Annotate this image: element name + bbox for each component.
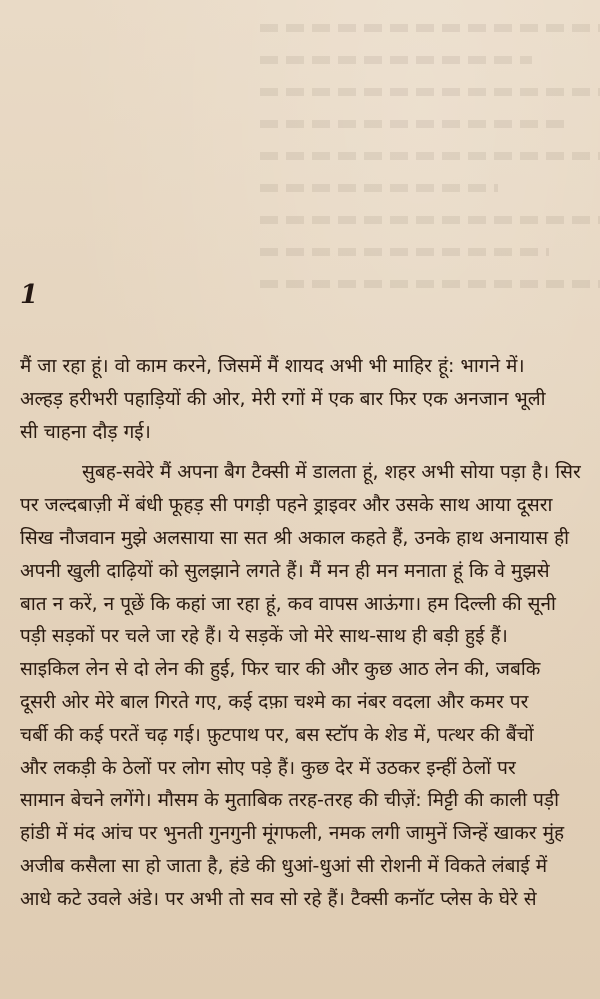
text-line: पड़ी सड़कों पर चले जा रहे हैं। ये सड़कें जो मेरे साथ-साथ ही बड़ी हुई हैं। [20,625,508,648]
text-line: बात न करें, न पूछें कि कहां जा रहा हूं, कव वापस आऊंगा। हम दिल्ली की सूनी [20,592,556,615]
text-line: चर्बी की कई परतें चढ़ गई। फ़ुटपाथ पर, बस स्टॉप के शेड में, पत्थर की बैंचों [20,723,534,746]
show-through-text [260,0,600,330]
text-line: सी चाहना दौड़ गई। [20,420,151,443]
text-line: पर जल्दबाज़ी में बंधी फूहड़ सी पगड़ी पहने ड्राइवर और उसके साथ आया दूसरा [20,494,553,517]
text-line: दूसरी ओर मेरे बाल गिरते गए, कई दफ़ा चश्मे का नंबर वदला और कमर पर [20,690,529,713]
paragraph-1 [20,350,586,448]
text-line: सुबह-सवेरे मैं अपना बैग टैक्सी में डालता हूं, शहर अभी सोया पड़ा है। सिर [82,461,581,484]
body-text [20,350,586,916]
paragraph-2 [20,456,586,915]
text-line: मैं जा रहा हूं। वो काम करने, जिसमें मैं शायद अभी भी माहिर हूं: भागने में। [20,355,525,377]
text-line: सामान बेचने लगेंगे। मौसम के मुताबिक तरह-तरह की चीज़ें: मिट्टी की काली पड़ी [20,789,559,812]
text-line: और लकड़ी के ठेलों पर लोग सोए पड़े हैं। कुछ देर में उठकर इन्हीं ठेलों पर [20,756,516,779]
text-line: अल्हड़ हरीभरी पहाड़ियों की ओर, मेरी रगों में एक बार फिर एक अनजान भूली [20,387,546,410]
text-line: हांडी में मंद आंच पर भुनती गुनगुनी मूंगफली, नमक लगी जामुनें जिन्हें खाकर मुंह [20,822,565,845]
text-line: सिख नौजवान मुझे अलसाया सा सत श्री अकाल कहते हैं, उनके हाथ अनायास ही [20,526,570,549]
text-line: अजीब कसैला सा हो जाता है, हंडे की धुआं-धुआं सी रोशनी में विकते लंबाई में [20,854,548,877]
text-line: साइकिल लेन से दो लेन की हुई, फिर चार की और कुछ आठ लेन की, जबकि [20,658,541,681]
chapter-number: 1 [20,280,39,310]
text-line: आधे कटे उवले अंडे। पर अभी तो सव सो रहे हैं। टैक्सी कनॉट प्लेस के घेरे से [20,887,537,910]
text-line: अपनी खुली दाढ़ियों को सुलझाने लगते हैं। मैं मन ही मन मनाता हूं कि वे मुझसे [20,559,550,582]
